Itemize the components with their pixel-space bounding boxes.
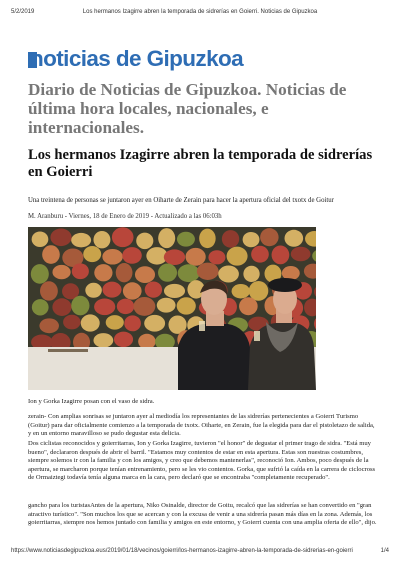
article-paragraph: Dos ciclistas reconocidos y goierritarras, Ion y Gorka Izagirre, tuvieron "el honor" de degustar el primer trago de sidra. "Está muy bueno", declararon después de abrir el barril. "Estamos muy contentos de estar en esta apertura. Estas son nuestras costumbres, siempre solemos ir con la familia y con los amigos, y creo que debemos mantenerlas", reconoció Ion. Ambos, poco después de la apertura, se marcharon porque tenían entrenamiento, pero se les vio contentos. Gorka, que sufrió la caída en la carrera de ciclocross de Ormaiztegi todavía tenía alguna marca en la cara, pero declaró que se encontraba "completamente recuperado". (28, 440, 376, 482)
site-logo[interactable] (28, 46, 278, 74)
photo-caption: Ion y Gorka Izagirre posan con el vaso de sidra. (28, 398, 155, 405)
article-byline: M. Aranburu - Viernes, 18 de Enero de 2019 - Actualizado a las 06:03h (28, 213, 222, 220)
article-title: Los hermanos Izagirre abren la temporada de sidrerías en Goierri (28, 147, 373, 180)
photo-illustration (28, 227, 316, 390)
page-number: 1/4 (380, 548, 389, 554)
print-page-title: Los hermanos Izagirre abren la temporada de sidrerías en Goierri. Noticias de Gipuzkoa (82, 9, 318, 15)
print-header (11, 9, 389, 19)
logo-text: noticias de Gipuzkoa (30, 46, 244, 71)
print-date: 5/2/2019 (11, 9, 35, 15)
print-footer (11, 548, 389, 558)
article-paragraph: gancho para los turistasAntes de la apertura, Niko Osinalde, director de Goitu, recalcó que las sidrerías se han convertido en "gran atractivo turístico". "Son muchos los que se acercan y con la excusa de venir a una sidrería pasan más días en la zona. Además, los goierritarras, siempre nos hemos juntado con familia y amigos en este entorno, y Goierri cuenta con una amplia oferta de ello", dijo. (28, 502, 377, 527)
article-paragraph: zerain- Con amplias sonrisas se juntaron ayer al mediodía los representantes de las sidrerías pertenecientes a Goierri Turismo (Goitur) para dar oficialmente comienzo a la temporada de txotx. Oiharte, en Zerain, fue la elegida para dar el pistoletazo de salida, y en un entorno maravilloso se pudo degustar esta delicia. (28, 413, 375, 438)
page-url-link[interactable]: https://www.noticiasdegipuzkoa.eus/2019/01/18/vecinos/goierri/los-hermanos-izagirre-abren-la-temporada-de-sidrerias-en-goierri (11, 548, 353, 554)
site-description: Diario de Noticias de Gipuzkoa. Noticias de última hora locales, nacionales, e internacionales. (28, 80, 347, 137)
article-subtitle: Una treintena de personas se juntaron ayer en Oiharte de Zerain para hacer la apertura oficial del txotx de Goitur (28, 197, 334, 204)
article-photo (28, 227, 316, 390)
